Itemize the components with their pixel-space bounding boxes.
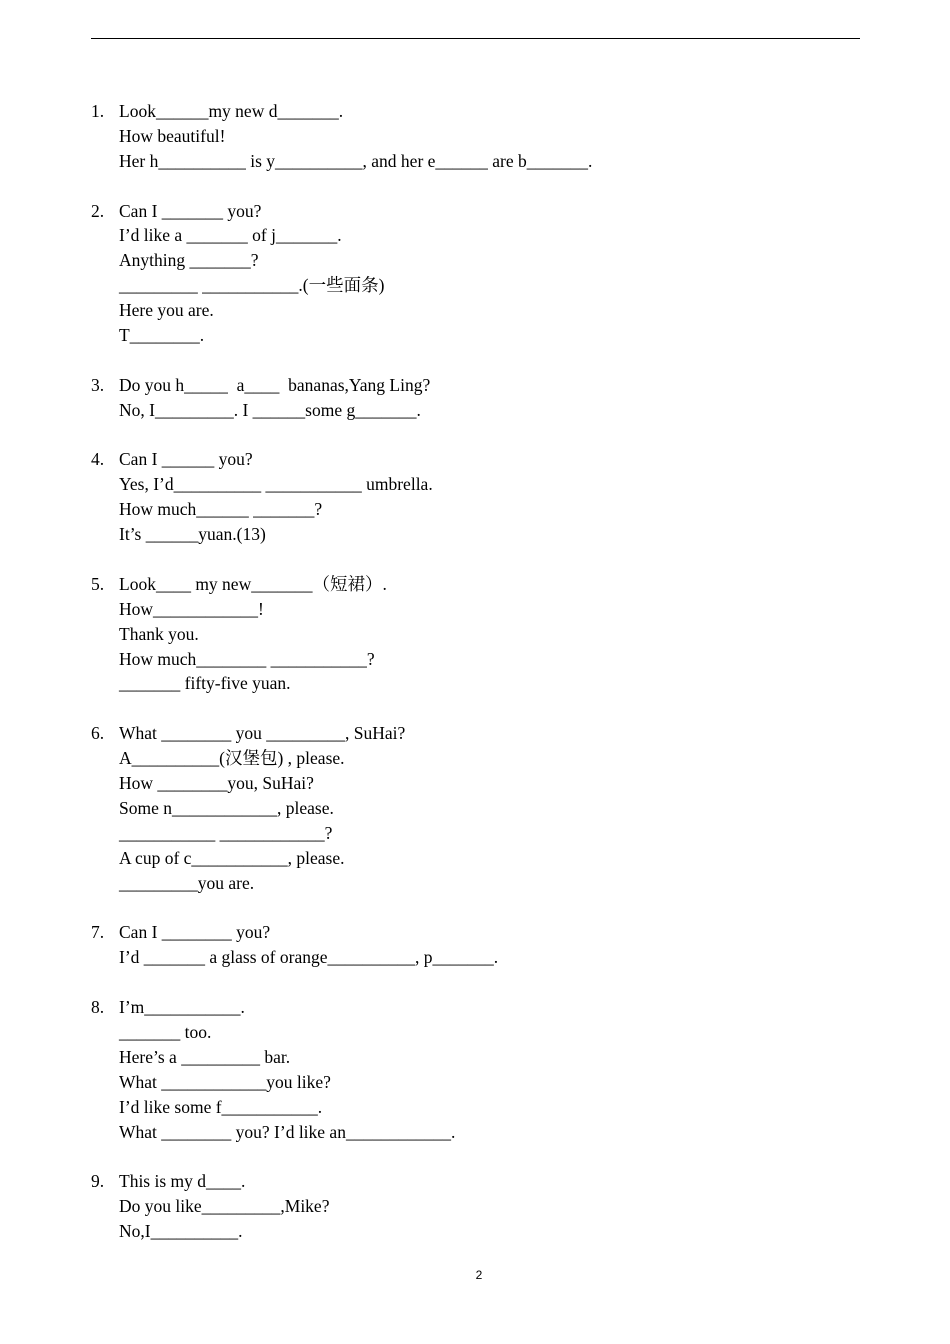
dialogue-line: How much________ ___________? — [119, 648, 375, 669]
dialogue-line: Her h__________ is y__________, and her e______ are b_______. — [119, 150, 593, 171]
dialogue-line: I’d like some f___________. — [119, 1096, 323, 1117]
question-item — [91, 99, 851, 174]
question-number: 3. — [91, 374, 105, 395]
question-item — [91, 920, 851, 970]
dialogue-line: _______ fifty-five yuan. — [119, 673, 291, 694]
dialogue-line: It’s ______yuan.(13) — [119, 524, 266, 545]
dialogue-line: Can I ________ you? — [119, 922, 271, 943]
question-number: 9. — [91, 1171, 105, 1192]
dialogue-line: I’d like a _______ of j_______. — [119, 225, 342, 246]
question-item — [91, 447, 851, 547]
question-item — [91, 572, 851, 696]
question-lines — [119, 373, 851, 423]
dialogue-line: How beautiful! — [119, 125, 226, 146]
question-lines — [119, 447, 851, 547]
question-number: 8. — [91, 997, 105, 1018]
dialogue-line: This is my d____. — [119, 1171, 246, 1192]
question-item — [91, 995, 851, 1144]
dialogue-line: What ________ you _________, SuHai? — [119, 723, 406, 744]
dialogue-line: Can I _______ you? — [119, 200, 262, 221]
dialogue-line: Here’s a _________ bar. — [119, 1046, 291, 1067]
question-number: 4. — [91, 449, 105, 470]
question-lines — [119, 995, 851, 1144]
dialogue-line: What ____________you like? — [119, 1071, 331, 1092]
dialogue-line: Here you are. — [119, 300, 214, 321]
question-lines — [119, 99, 851, 174]
question-lines — [119, 572, 851, 696]
question-lines — [119, 199, 851, 348]
question-lines — [119, 920, 851, 970]
exercise-list — [91, 99, 851, 1269]
question-item — [91, 199, 851, 348]
dialogue-line: Yes, I’d__________ ___________ umbrella. — [119, 474, 433, 495]
question-item — [91, 1169, 851, 1244]
question-number: 5. — [91, 573, 105, 594]
dialogue-line: How____________! — [119, 598, 264, 619]
dialogue-line: _________ ___________.(一些面条) — [119, 275, 385, 296]
dialogue-line: _______ too. — [119, 1021, 212, 1042]
question-lines — [119, 721, 851, 895]
question-item — [91, 373, 851, 423]
dialogue-line: Anything _______? — [119, 250, 259, 271]
dialogue-line: Can I ______ you? — [119, 449, 253, 470]
dialogue-line: Thank you. — [119, 623, 199, 644]
question-number: 7. — [91, 922, 105, 943]
question-lines — [119, 1169, 851, 1244]
dialogue-line: No,I__________. — [119, 1221, 243, 1242]
dialogue-line: No, I_________. I ______some g_______. — [119, 399, 421, 420]
dialogue-line: Some n____________, please. — [119, 797, 334, 818]
dialogue-line: Do you like_________,Mike? — [119, 1196, 330, 1217]
dialogue-line: ___________ ____________? — [119, 822, 333, 843]
dialogue-line: T________. — [119, 325, 205, 346]
dialogue-line: _________you are. — [119, 872, 255, 893]
dialogue-line: How much______ _______? — [119, 499, 323, 520]
dialogue-line: What ________ you? I’d like an____________. — [119, 1121, 456, 1142]
dialogue-line: A cup of c___________, please. — [119, 847, 345, 868]
dialogue-line: Look____ my new_______（短裙）. — [119, 573, 387, 594]
question-number: 1. — [91, 101, 105, 121]
dialogue-line: Do you h_____ a____ bananas,Yang Ling? — [119, 374, 431, 395]
page-number: 2 — [475, 1268, 483, 1282]
dialogue-line: I’m___________. — [119, 997, 245, 1018]
dialogue-line: A__________(汉堡包) , please. — [119, 748, 345, 769]
question-number: 6. — [91, 723, 105, 744]
dialogue-line: How ________you, SuHai? — [119, 773, 314, 794]
question-item — [91, 721, 851, 895]
question-number: 2. — [91, 200, 105, 221]
dialogue-line: Look______my new d_______. — [119, 101, 344, 121]
header-rule — [91, 38, 860, 39]
dialogue-line: I’d _______ a glass of orange__________, p_______. — [119, 947, 499, 968]
